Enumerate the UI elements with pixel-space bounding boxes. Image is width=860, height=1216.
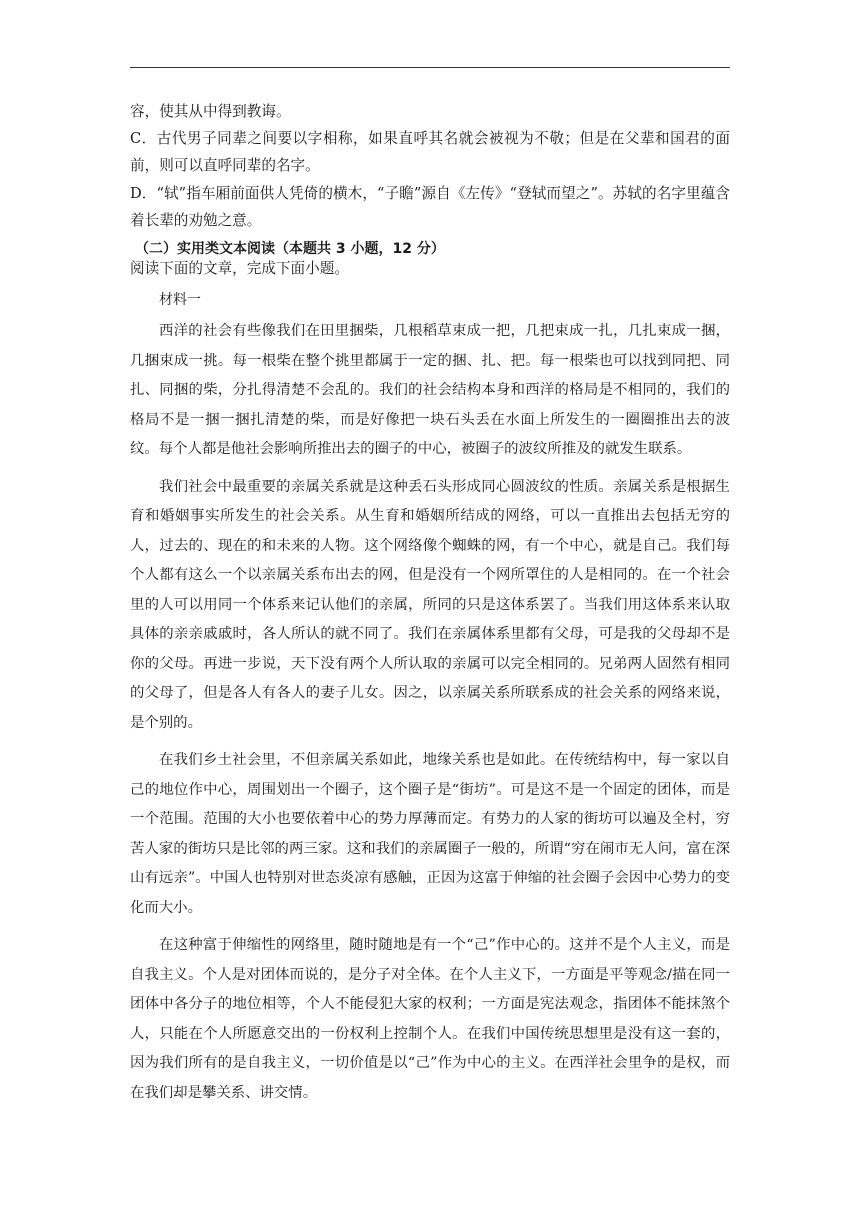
option-b-continuation: 容，使其从中得到教诲。 [130,103,291,120]
material-body [130,317,730,1108]
body-paragraph-3: 在我们乡土社会里，不但亲属关系如此，地缘关系也是如此。在传统结构中，每一家以自己的地位作中心，周围划出一个圈子，这个圈子是“街坊”。可是这不是一个固定的团体，而是一个范围。范围的大小也要依着中心的势力厚薄而定。有势力的人家的街坊可以遍及全村，穷苦人家的街坊只是比邻的两三家。这和我们的亲属圈子一般的，所谓“穷在闹市无人问，富在深山有远亲”。中国人也特别对世态炎凉有感触，正因为这富于伸缩的社会圈子会因中心势力的变化而大小。 [130,752,730,916]
option-c: C．古代男子同辈之间要以字相称，如果直呼其名就会被视为不敬；但是在父辈和国君的面前，则可以直呼同辈的名字。 [130,130,730,175]
section-heading: （二）实用类文本阅读（本题共 3 小题，12 分） [135,241,445,258]
section-instruction: 阅读下面的文章，完成下面小题。 [130,260,349,278]
body-paragraph-1: 西洋的社会有些像我们在田里捆柴，几根稻草束成一把，几把束成一扎，几扎束成一捆，几捆束成一挑。每一根柴在整个挑里都属于一定的捆、扎、把。每一根柴也可以找到同把、同扎、同捆的柴，分扎得清楚不会乱的。我们的社会结构本身和西洋的格局是不相同的，我们的格局不是一捆一捆扎清楚的柴，而是好像把一块石头丢在水面上所发生的一圈圈推出去的波纹。每个人都是他社会影响所推出去的圈子的中心，被圈子的波纹所推及的就发生联系。 [130,323,730,458]
material-label: 材料一 [159,292,201,309]
header-rule [130,67,730,68]
body-paragraph-2: 我们社会中最重要的亲属关系就是这种丢石头形成同心圆波纹的性质。亲属关系是根据生育和婚姻事实所发生的社会关系。从生育和婚姻所结成的网络，可以一直推出去包括无穷的人，过去的、现在的和未来的人物。这个网络像个蜘蛛的网，有一个中心，就是自己。我们每个人都有这么一个以亲属关系布出去的网，但是没有一个网所罩住的人是相同的。在一个社会里的人可以用同一个体系来记认他们的亲属，所同的只是这体系罢了。当我们用这体系来认取具体的亲亲戚戚时，各人所认的就不同了。我们在亲属体系里都有父母，可是我的父母却不是你的父母。再进一步说，天下没有两个人所认取的亲属可以完全相同的。兄弟两人固然有相同的父母了，但是各人有各人的妻子儿女。因之，以亲属关系所联系成的社会关系的网络来说，是个别的。 [130,478,730,731]
option-d: D．“轼”指车厢前面供人凭倚的横木，“子瞻”源自《左传》“登轼而望之”。苏轼的名字里蕴含着长辈的劝勉之意。 [130,184,730,229]
document-content [130,98,730,1108]
body-paragraph-4: 在这种富于伸缩性的网络里，随时随地是有一个“己”作中心的。这并不是个人主义，而是自我主义。个人是对团体而说的，是分子对全体。在个人主义下，一方面是平等观念/描在同一团体中各分子的地位相等，个人不能侵犯大家的权利；一方面是宪法观念，指团体不能抹煞个人，只能在个人所愿意交出的一份权利上控制个人。在我们中国传统思想里是没有这一套的，因为我们所有的是自我主义，一切价值是以“己”作为中心的主义。在西洋社会里争的是权，而在我们却是攀关系、讲交情。 [130,937,730,1101]
